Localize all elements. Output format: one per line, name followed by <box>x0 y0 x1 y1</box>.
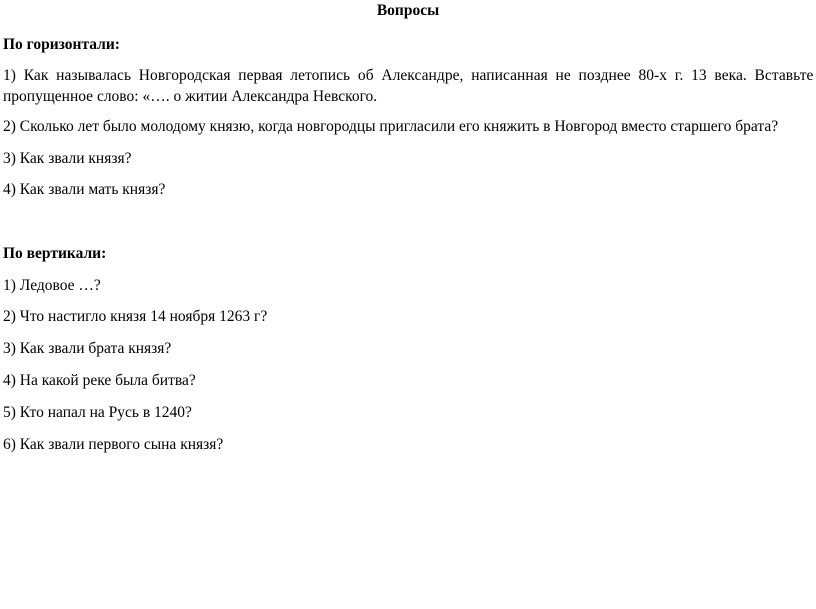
horizontal-question-1-line-2: пропущенное слово: «…. о житии Александра Невского. <box>3 88 378 105</box>
document-title: Вопросы <box>376 2 440 19</box>
vertical-question-4: 4) На какой реке была битва? <box>3 372 196 389</box>
horizontal-heading: По горизонтали: <box>3 36 120 53</box>
horizontal-question-3: 3) Как звали князя? <box>3 150 132 167</box>
vertical-question-2: 2) Что настигло князя 14 ноября 1263 г? <box>3 308 268 325</box>
vertical-question-5: 5) Кто напал на Русь в 1240? <box>3 404 192 421</box>
horizontal-question-1-line-1: 1) Как называлась Новгородская первая летопись об Александре, написанная не позднее 80-х г. 13 века. Вставьте <box>3 67 814 84</box>
vertical-heading: По вертикали: <box>3 245 107 262</box>
vertical-question-6: 6) Как звали первого сына князя? <box>3 436 224 453</box>
horizontal-question-2: 2) Сколько лет было молодому князю, когда новгородцы пригласили его княжить в Новгород вместо старшего брата? <box>3 118 779 135</box>
vertical-question-3: 3) Как звали брата князя? <box>3 340 172 357</box>
horizontal-question-4: 4) Как звали мать князя? <box>3 181 166 198</box>
vertical-question-1: 1) Ледовое …? <box>3 277 101 294</box>
